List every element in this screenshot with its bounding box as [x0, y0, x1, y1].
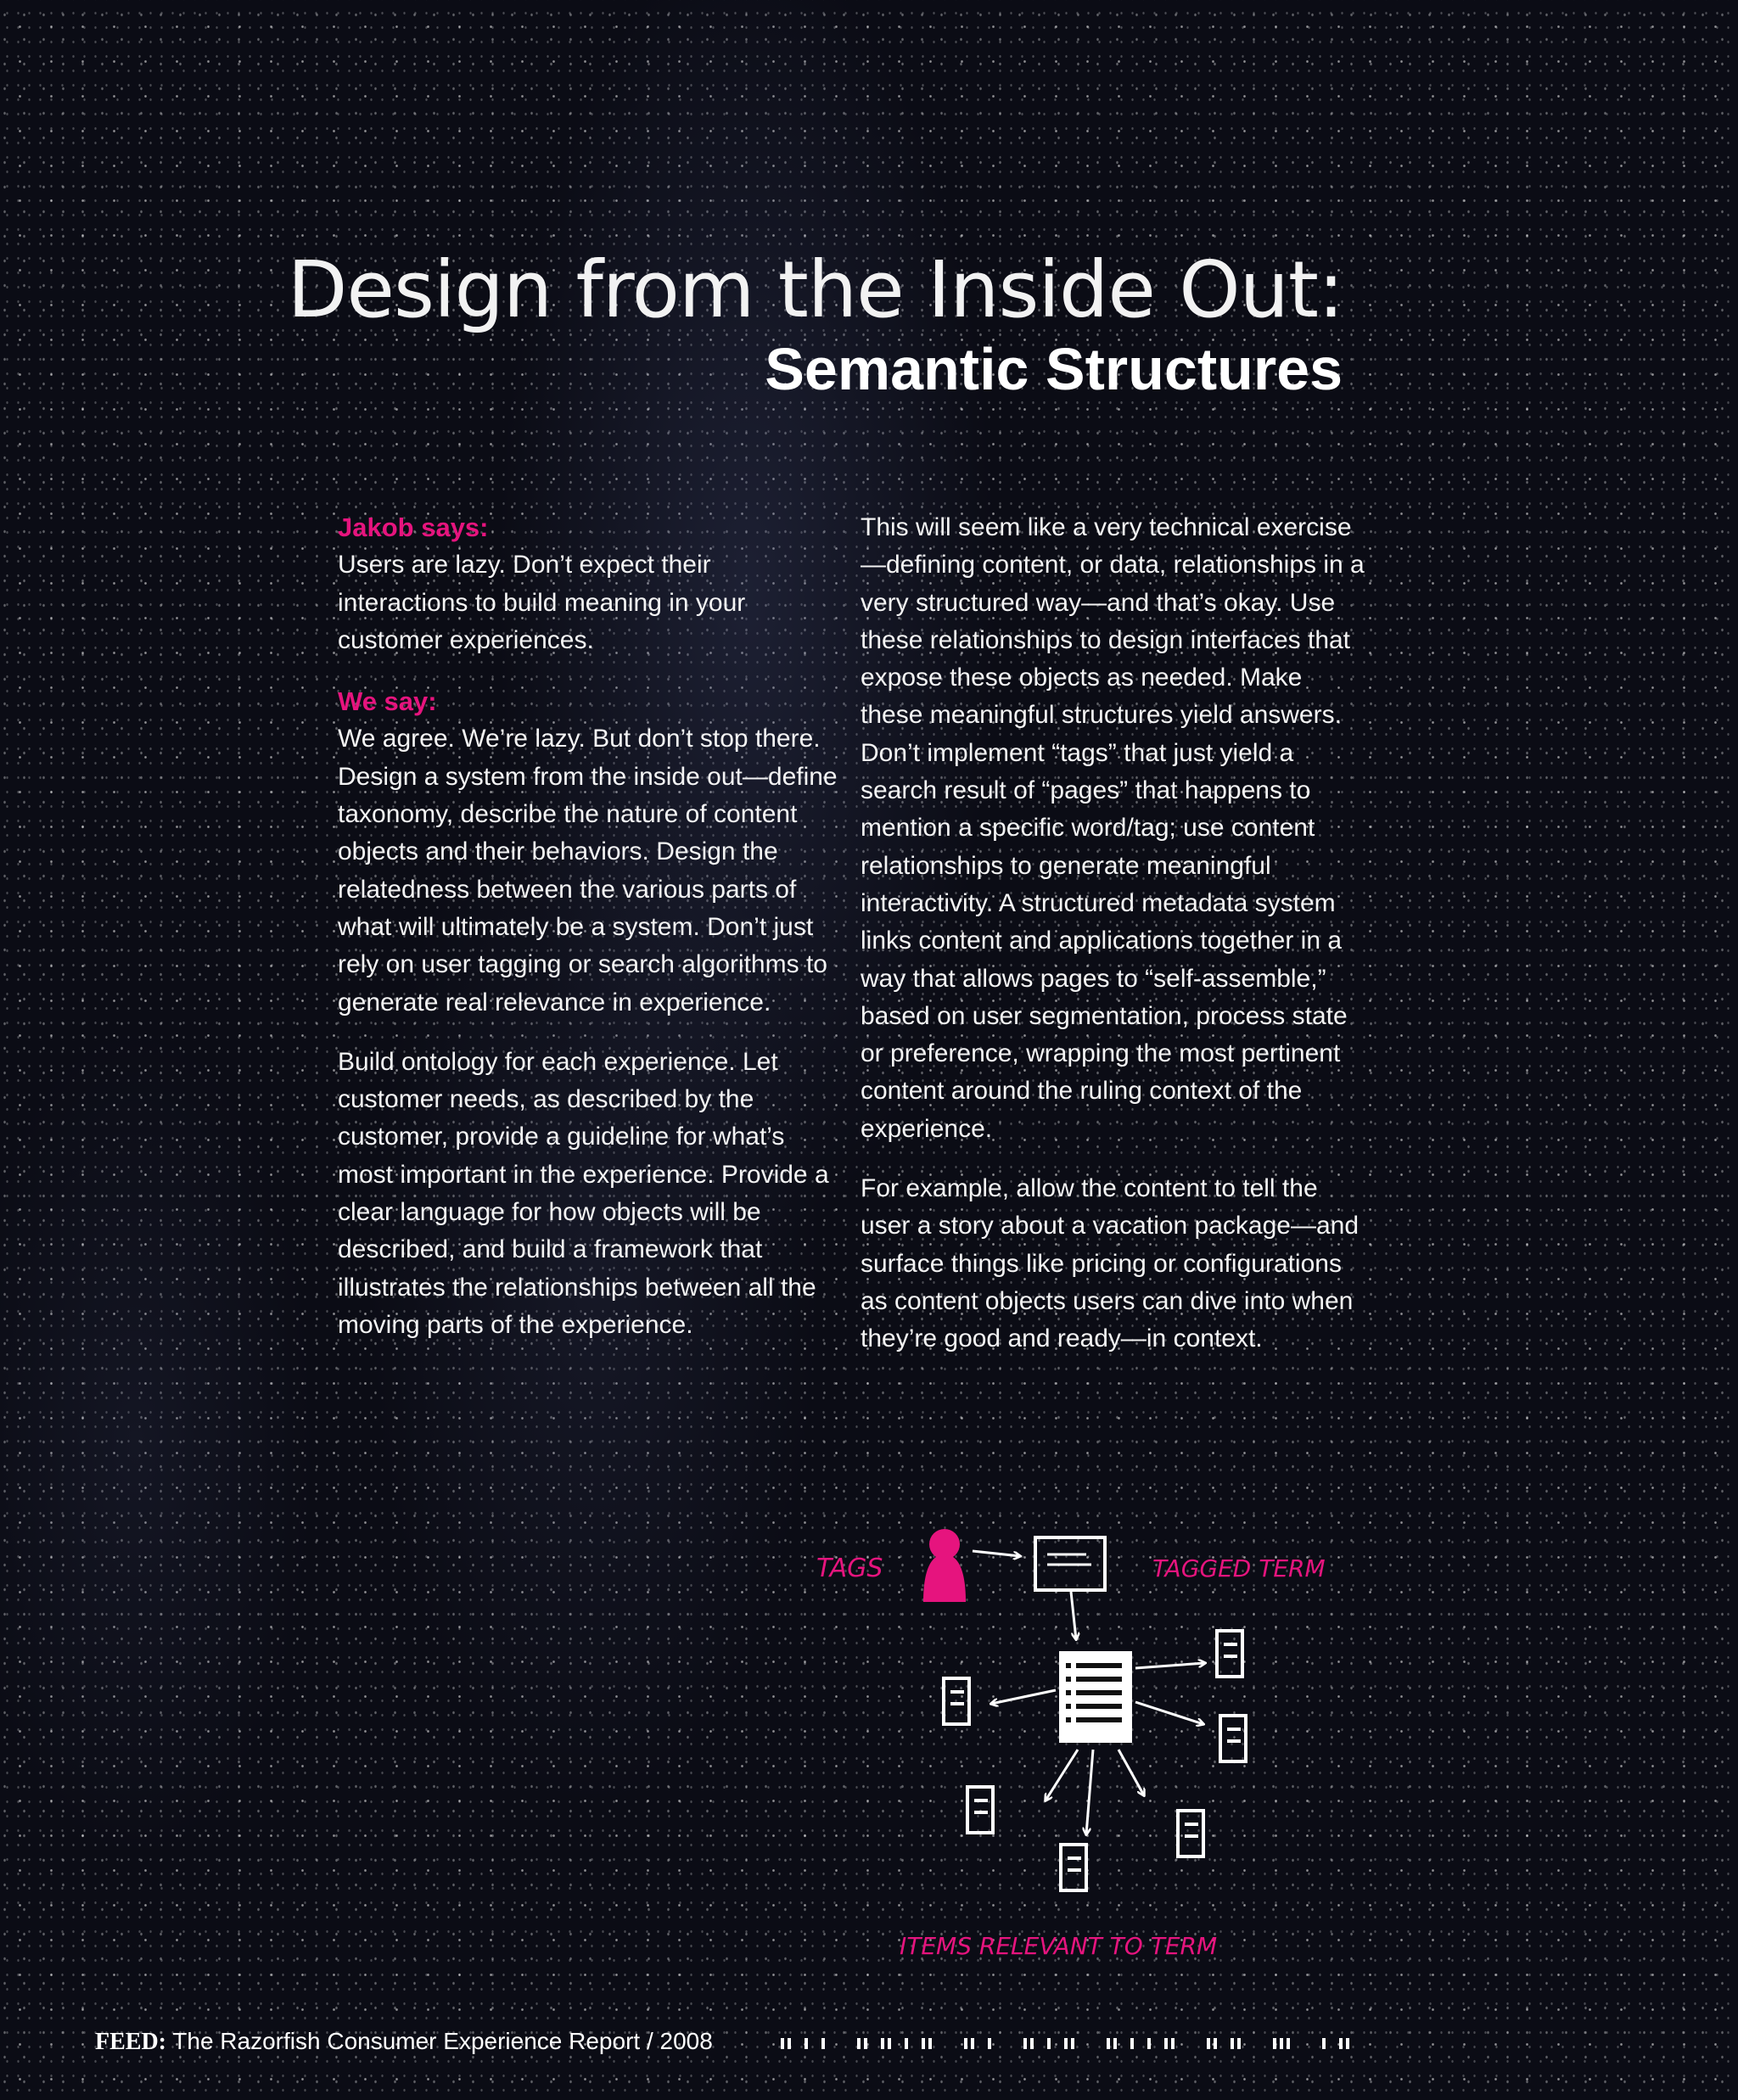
right-column [861, 509, 1370, 1380]
tick-mark [1047, 2038, 1051, 2049]
tick-mark [781, 2038, 784, 2049]
tag-relationship-diagram [806, 1502, 1349, 1977]
tick-mark [1023, 2038, 1027, 2049]
tick-mark [1237, 2038, 1241, 2049]
tick-mark [1339, 2038, 1343, 2049]
user-icon [923, 1529, 966, 1602]
tick-mark [1346, 2038, 1349, 2049]
item-icon [967, 1787, 993, 1833]
tick-mark [864, 2038, 867, 2049]
technical-paragraph: This will seem like a very technical exercise—defining content, or data, relationships in a very structured way—and that’s okay. Use these relationships to design interfaces that expose these objects as needed. Make these meaningful structures yield answers. Don’t implement “tags” that just yield a search result of “pages” that happens to mention a specific word/tag; use content relationships to generate meaningful interactivity. A structured metadata system links content and applications together in a way that allows pages to “self-assemble,” based on user segmentation, process state or preference, wrapping the most pertinent content around the ruling context of the experience. [861, 513, 1365, 1143]
item-icon [944, 1678, 969, 1724]
decorative-tick-marks [781, 2035, 1595, 2052]
title-line-1: Design from the Inside Out: [287, 244, 1343, 335]
tick-mark [905, 2038, 908, 2049]
footer-text: The Razorfish Consumer Experience Report / 2008 [166, 2028, 713, 2054]
tags-label: TAGS [816, 1554, 883, 1583]
jakob-heading: Jakob says: [338, 512, 489, 542]
item-icon [1061, 1845, 1086, 1890]
tick-mark [1280, 2038, 1283, 2049]
item-icon [1220, 1716, 1246, 1761]
tick-mark [1207, 2038, 1210, 2049]
items-relevant-label: ITEMS RELEVANT TO TERM [900, 1932, 1218, 1960]
tick-mark [1214, 2038, 1217, 2049]
tick-mark [971, 2038, 974, 2049]
tick-mark [857, 2038, 861, 2049]
tick-mark [881, 2038, 884, 2049]
tagged-term-document-icon [1035, 1537, 1105, 1590]
tick-mark [1171, 2038, 1175, 2049]
title-line-2: Semantic Structures [765, 336, 1343, 402]
example-paragraph: For example, allow the content to tell the user a story about a vacation package—and surface things like pricing or configurations as content objects users can dive into when they’re good and ready—in context. [861, 1174, 1360, 1353]
tick-mark [988, 2038, 991, 2049]
footer [95, 2028, 713, 2056]
tagged-term-label: TAGGED TERM [1152, 1554, 1326, 1582]
tick-mark [928, 2038, 932, 2049]
tick-mark [1164, 2038, 1168, 2049]
tick-mark [1273, 2038, 1276, 2049]
tick-mark [788, 2038, 791, 2049]
tick-mark [1030, 2038, 1034, 2049]
item-icon [1178, 1811, 1203, 1856]
tick-mark [922, 2038, 925, 2049]
tick-mark [1287, 2038, 1290, 2049]
tick-mark [1071, 2038, 1074, 2049]
jakob-text: Users are lazy. Don’t expect their interactions to build meaning in your customer experiences. [338, 551, 746, 654]
tick-mark [805, 2038, 808, 2049]
tick-mark [1113, 2038, 1117, 2049]
item-icon [1217, 1631, 1242, 1677]
footer-brand: FEED: [95, 2029, 166, 2055]
tick-mark [964, 2038, 967, 2049]
tick-mark [821, 2038, 825, 2049]
left-column [338, 509, 838, 1366]
tick-mark [1231, 2038, 1234, 2049]
tick-mark [1064, 2038, 1068, 2049]
tick-mark [1322, 2038, 1326, 2049]
we-say-heading: We say: [338, 686, 437, 717]
ontology-paragraph: Build ontology for each experience. Let customer needs, as described by the customer, provide a guideline for what’s most important in the experience. Provide a clear language for how objects will be described, and build a framework that illustrates the relationships between all the moving parts of the experience. [338, 1047, 829, 1339]
tick-mark [888, 2038, 891, 2049]
tick-mark [1107, 2038, 1110, 2049]
we-say-text: We agree. We’re lazy. But don’t stop there. Design a system from the inside out—define taxonomy, describe the nature of content objects and their behaviors. Design the relatedness between the various parts of what will ultimately be a system. Don’t just rely on user tagging or search algorithms to generate real relevance in experience. [338, 725, 838, 1016]
tick-mark [1147, 2038, 1151, 2049]
central-content-icon [1059, 1651, 1132, 1743]
tick-mark [1130, 2038, 1134, 2049]
